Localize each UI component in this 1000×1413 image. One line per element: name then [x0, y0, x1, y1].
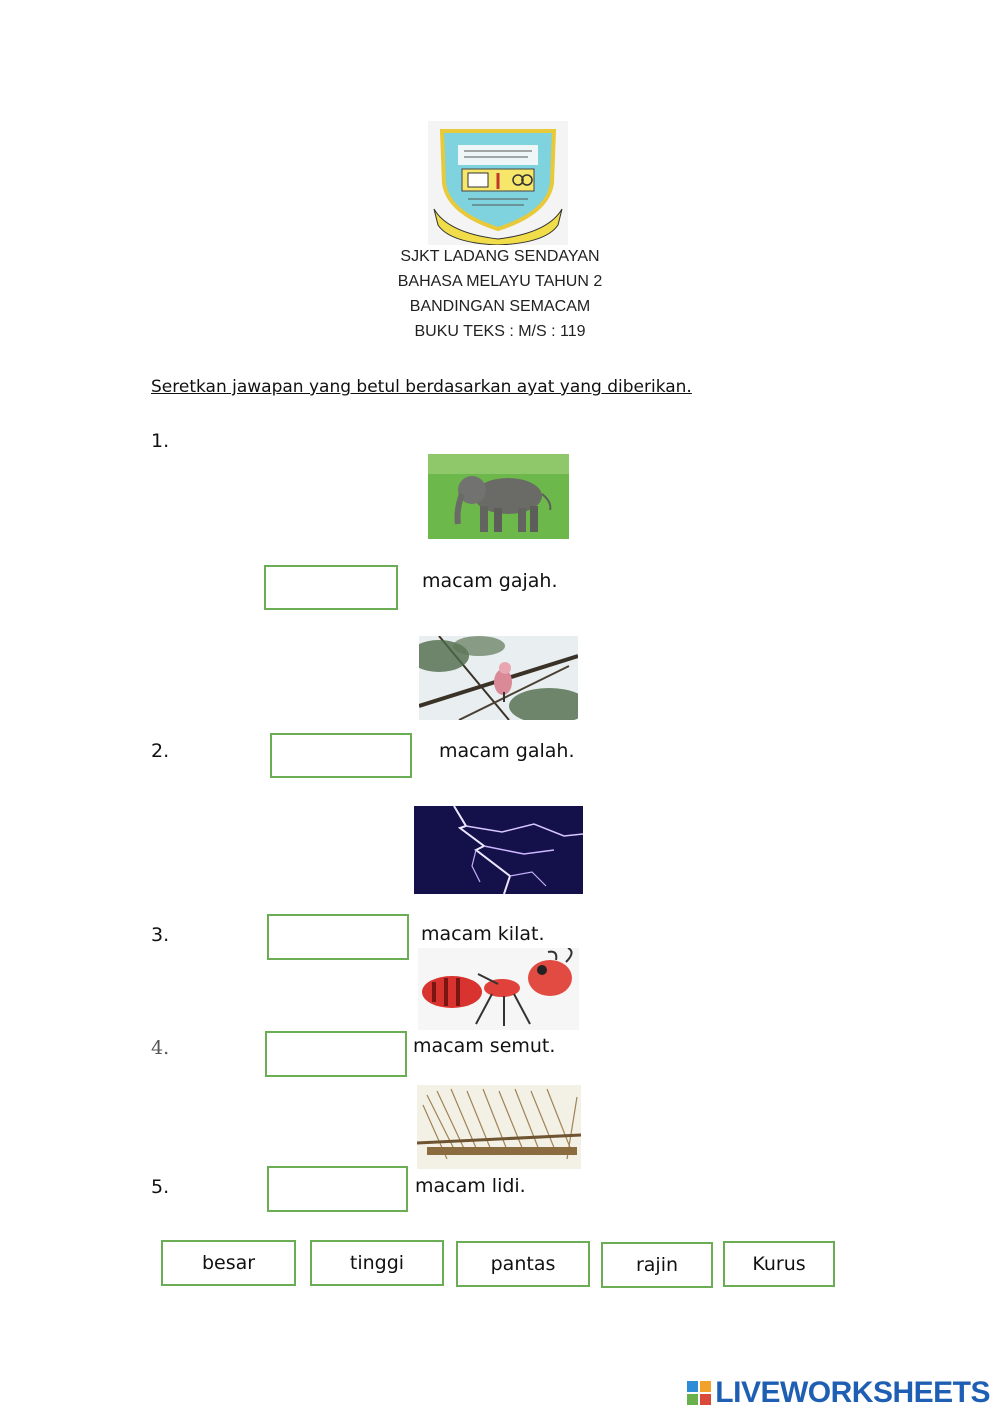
question-5-number: 5.: [151, 1176, 170, 1198]
school-crest-logo: [428, 121, 568, 245]
lightning-picture: [414, 806, 583, 894]
answer-slot-1[interactable]: [264, 565, 398, 610]
liveworksheets-logo: [687, 1376, 990, 1410]
question-1-number: 1.: [151, 430, 170, 452]
elephant-picture: [428, 454, 569, 539]
word-chip-kurus[interactable]: Kurus: [723, 1241, 835, 1287]
answer-slot-3[interactable]: [267, 914, 409, 960]
word-chip-rajin[interactable]: rajin: [601, 1242, 713, 1288]
question-5-phrase: macam lidi.: [415, 1175, 526, 1197]
liveworksheets-wordmark: LIVEWORKSHEETS: [715, 1376, 990, 1409]
question-4-phrase: macam semut.: [413, 1035, 556, 1057]
answer-slot-5[interactable]: [267, 1166, 408, 1212]
topic-title: BANDINGAN SEMACAM: [409, 298, 591, 315]
question-4-number: 4.: [151, 1037, 170, 1059]
question-1-phrase: macam gajah.: [422, 570, 558, 592]
answer-slot-2[interactable]: [270, 733, 412, 778]
answer-slot-4[interactable]: [265, 1031, 407, 1077]
word-chip-pantas[interactable]: pantas: [456, 1241, 590, 1287]
ant-picture: [418, 948, 579, 1030]
word-chip-tinggi[interactable]: tinggi: [310, 1240, 444, 1286]
broom-picture: [417, 1085, 581, 1169]
question-2-phrase: macam galah.: [439, 740, 575, 762]
liveworksheets-icon: [687, 1381, 711, 1405]
question-3-number: 3.: [151, 924, 170, 946]
bird-on-branch-picture: [419, 636, 578, 720]
subject-title: BAHASA MELAYU TAHUN 2: [397, 273, 603, 290]
question-3-phrase: macam kilat.: [421, 923, 545, 945]
school-name: SJKT LADANG SENDAYAN: [400, 248, 600, 265]
question-2-number: 2.: [151, 740, 170, 762]
instruction-text: Seretkan jawapan yang betul berdasarkan ayat yang diberikan.: [151, 377, 692, 397]
textbook-reference: BUKU TEKS : M/S : 119: [414, 323, 586, 340]
word-chip-besar[interactable]: besar: [161, 1240, 296, 1286]
